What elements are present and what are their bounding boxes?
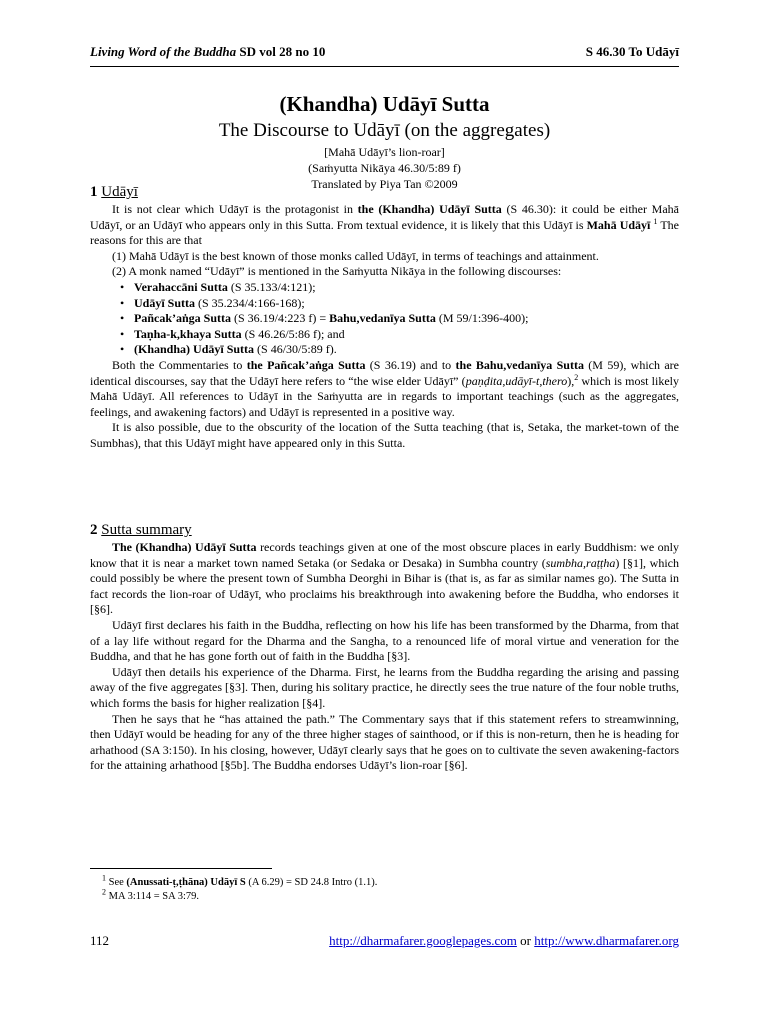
header-right: S 46.30 To Udāyī — [585, 44, 679, 59]
sutta-title: (Khandha) Udāyī Sutta — [279, 92, 490, 116]
discourse-item: • Taṇha-k,khaya Sutta (S 46.26/5:86 f); and — [134, 327, 679, 343]
footnote-ref-1: 1 — [653, 216, 658, 226]
sutta-subtitle: The Discourse to Udāyī (on the aggregates) — [218, 120, 551, 141]
running-header — [90, 44, 679, 60]
dharmafarer-googlepages-link[interactable]: http://dharmafarer.googlepages.com — [329, 933, 517, 948]
title-block — [90, 90, 679, 192]
section-2 — [90, 521, 679, 774]
section-2-paragraph-3: Udāyī then details his experience of the Dharma. First, he learns from the Buddha regarding the arising and passing away of the five aggregates [§3]. Then, during his solitary practice, he directly sees the true nature of the four noble truths, which forms the basis for higher realization [§4]. — [90, 664, 679, 710]
section-1-heading: 1 Udāyī — [90, 184, 138, 200]
header-rule — [90, 66, 679, 67]
discourse-item: • Pañcak’aṅga Sutta (S 36.19/4:223 f) = Bahu,vedanīya Sutta (M 59/1:396-400); — [134, 311, 679, 327]
footnote-rule — [90, 868, 272, 869]
header-series-title: Living Word of the Buddha — [90, 44, 237, 59]
section-1-paragraph-2: Both the Commentaries to the Pañcak’aṅga Sutta (S 36.19) and to the Bahu,vedanīya Sutta (M 59), which are identical discourses, say that the Udāyī here refers to “the wise elder Udāyī” (paṇḍita,udāyī-t,thero),$^2$ which is most likely Mahā Udāyī. All references to Udāyī in the Saṁyutta are in regards to important teachings (such as the aggregates, feelings, and awakening factors) and Udāyī is represented in a positive way. — [90, 357, 679, 419]
section-1 — [90, 183, 679, 452]
discourse-list — [90, 280, 679, 358]
page-number: 112 — [90, 933, 110, 948]
footnote-1: $^1$ See (Anussati-ṭ,ṭhāna) Udāyī S (A 6.29) = SD 24.8 Intro (1.1). — [102, 873, 378, 888]
section-1-paragraph-1: It is not clear which Udāyī is the protagonist in the (Khandha) Udāyī Sutta (S 46.30): it could be either Mahā Udāyī, or an Udāyī who appears only in this Sutta. From textual evidence, it is likely that this Udāyī is Mahā Udāyī $^1$ The reasons for this are that — [90, 202, 680, 248]
reason-item-2: (2) A monk named “Udāyī” is mentioned in the Saṁyutta Nikāya in the following discourses: — [112, 264, 562, 279]
translator-line: Translated by Piya Tan ©2009 — [311, 177, 458, 191]
footer-links: http://dharmafarer.googlepages.com or http://www.dharmafarer.org — [329, 933, 679, 948]
discourse-item: • Verahaccāni Sutta (S 35.133/4:121); — [134, 280, 679, 296]
section-2-paragraph-4: Then he says that he “has attained the path.” The Commentary says that if this statement refers to streamwinning, then Udāyī would be heading for any of the three higher stages of sainthood, or if this is non-return, then he is heading for arhathood (SA 3:150). In his closing, however, Udāyī clearly says that he goes on to cultivate the seven awakening-factors for the attaining arhathood [§5b]. The Buddha endorses Udāyī’s lion-roar [§6]. — [90, 711, 679, 773]
section-2-paragraph-1: The (Khandha) Udāyī Sutta records teachings given at one of the most obscure places in early Buddhism: we only know that it is near a market town named Setaka (or Sedaka or Desaka) in Sumbha country (sumbha,raṭṭha) [§1], which could possibly be where the present town of Sumbha Deorghi in Bihar is (that is, as far as similar names go). The Sutta in fact records the lion-roar of Udāyī, who proclaims his breakthrough into awakening before the Buddha, who endorses it [§6]. — [90, 540, 680, 617]
footnotes — [90, 873, 679, 903]
discourse-item: • (Khandha) Udāyī Sutta (S 46/30/5:89 f). — [134, 342, 679, 358]
section-2-heading: 2 Sutta summary — [90, 522, 192, 538]
section-2-paragraph-2: Udāyī first declares his faith in the Buddha, reflecting on how his life has been transformed by the Dharma, from that of a lay life without regard for the Dharma and the Sangha, to a renounced life of moral virtue and veneration for the Buddha, and that he has gone forth out of faith in the Buddha [§3]. — [90, 617, 679, 664]
dharmafarer-org-link[interactable]: http://www.dharmafarer.org — [534, 933, 679, 948]
page-footer — [90, 933, 679, 949]
footnote-ref-2: 2 — [574, 372, 579, 382]
section-1-paragraph-3: It is also possible, due to the obscurity of the location of the Sutta teaching (that is, Setaka, the market-town of the Sumbhas), that this Udāyī might have appeared only in this Sutta. — [90, 420, 679, 450]
reasons-list — [90, 249, 679, 280]
discourse-item: • Udāyī Sutta (S 35.234/4:166-168); — [134, 296, 679, 312]
header-left — [90, 44, 325, 60]
title-line-2: (Saṁyutta Nikāya 46.30/5:89 f) — [308, 161, 461, 175]
header-volume: SD vol 28 no 10 — [236, 44, 326, 59]
footnote-2: $^2$ MA 3:114 = SA 3:79. — [102, 887, 200, 902]
reason-item-1: (1) Mahā Udāyī is the best known of those monks called Udāyī, in terms of teachings and attainment. — [112, 248, 599, 263]
title-line-1: [Mahā Udāyī’s lion-roar] — [324, 145, 445, 159]
